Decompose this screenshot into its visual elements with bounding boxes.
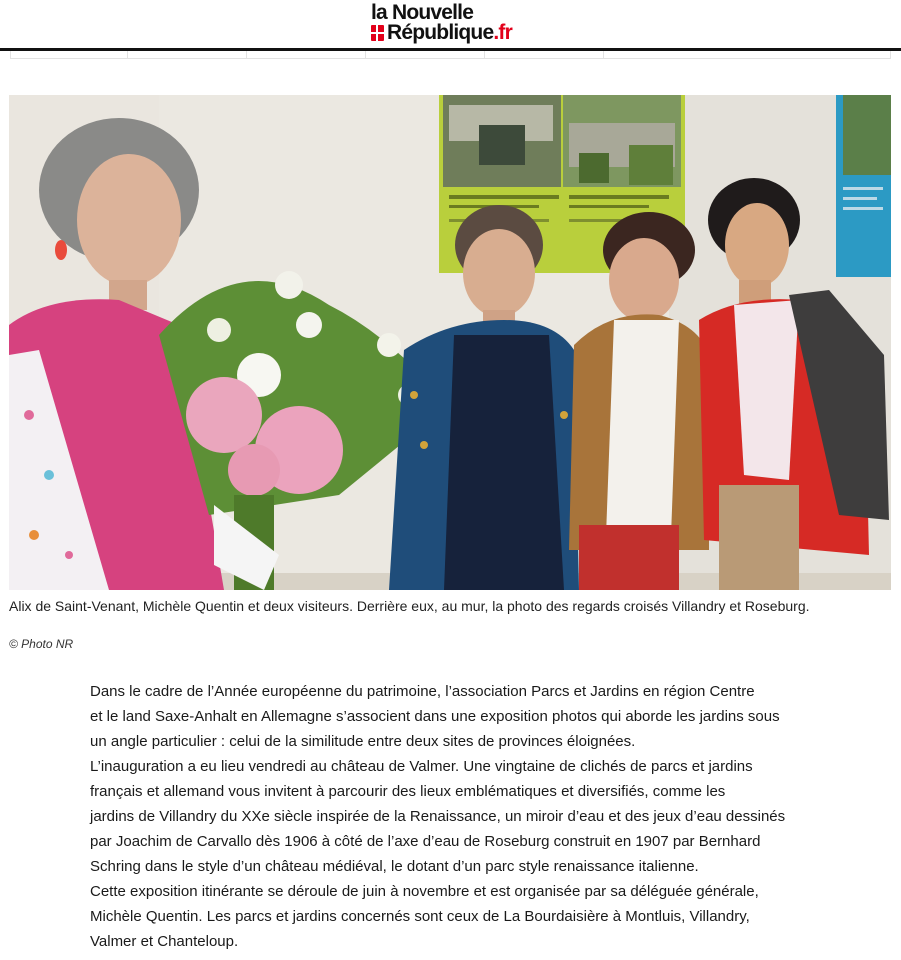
article-line: Dans le cadre de l’Année européenne du patrimoine, l’association Parcs et Jardins en région Centre: [90, 683, 755, 700]
article-line: un angle particulier : celui de la similitude entre deux sites de provinces éloignées.: [90, 733, 636, 750]
photo-caption: Alix de Saint-Venant, Michèle Quentin et deux visiteurs. Derrière eux, au mur, la photo des regards croisés Villandry et Roseburg.: [9, 598, 810, 614]
wall-poster-2: [836, 95, 891, 277]
logo-line-2: [371, 22, 512, 44]
photo-credit: © Photo NR: [9, 637, 74, 651]
article-line: par Joachim de Carvallo dès 1906 à côté de l’axe d’eau de Roseburg construit en 1907 par Bernhard: [90, 833, 761, 850]
article-line: Schring dans le style d’un château médiéval, le dotant d’un parc style renaissance italienne.: [90, 858, 699, 875]
site-header: [0, 0, 901, 51]
article-photo-image: [9, 95, 891, 590]
article-body: [90, 679, 830, 954]
article-line: Michèle Quentin. Les parcs et jardins concernés sont ceux de La Bourdaisière à Montluis, Villandry,: [90, 908, 750, 925]
logo-mark-icon: [371, 25, 384, 41]
logo-word: République: [387, 21, 494, 44]
subnav-bar: [10, 51, 891, 59]
article-line: français et allemand vous invitent à parcourir des lieux emblématiques et diversifiés, comme les: [90, 783, 726, 800]
logo-line-1: la Nouvelle: [371, 1, 474, 24]
article-line: L’inauguration a eu lieu vendredi au château de Valmer. Une vingtaine de clichés de parcs et jardins: [90, 758, 753, 775]
article-photo: [9, 95, 891, 590]
article-line: Cette exposition itinérante se déroule de juin à novembre et est organisée par sa déléguée générale,: [90, 883, 759, 900]
article-line: jardins de Villandry du XXe siècle inspirée de la Renaissance, un miroir d’eau et des jeux d’eau dessinés: [90, 808, 786, 825]
article-line: et le land Saxe-Anhalt en Allemagne s’associent dans une exposition photos qui aborde les jardins sous: [90, 708, 780, 725]
logo-tld: .fr: [493, 21, 512, 44]
article-line: Valmer et Chanteloup.: [90, 933, 239, 950]
site-logo[interactable]: [371, 2, 531, 46]
